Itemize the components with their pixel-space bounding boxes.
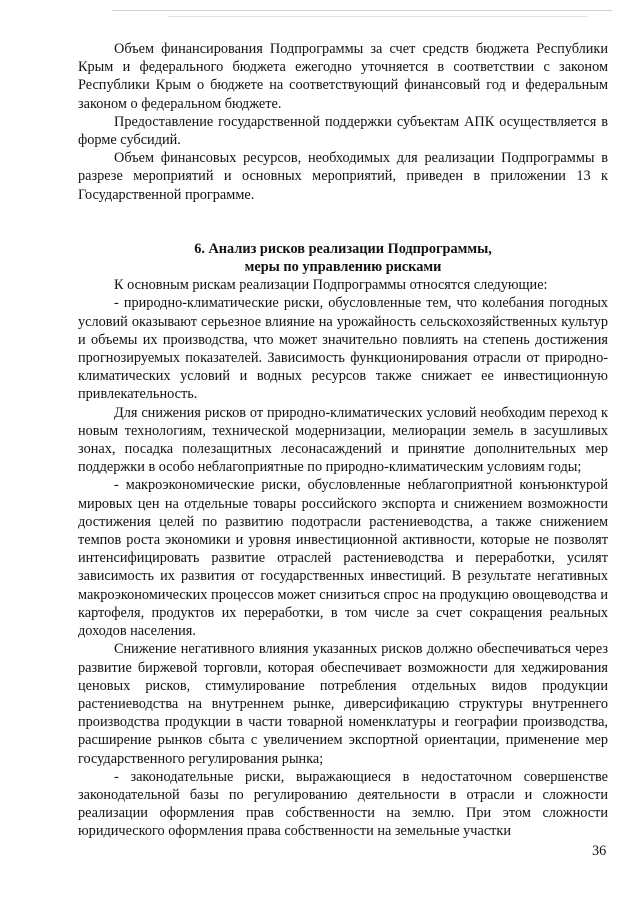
paragraph: К основным рискам реализации Подпрограммы относятся следующие: bbox=[114, 277, 548, 294]
paragraph: Для снижения рисков от природно-климатических условий необходим переход к новым технологиям, технической модернизации, мелиорации земель в засушливых зонах, посадка полезащитных лесонасаждений и принятие дополнительных мер поддержки в особо неблагоприятные по природно-климатическим условиям годы; bbox=[78, 404, 608, 476]
paragraph: - макроэкономические риски, обусловленные неблагоприятной конъюнктурой мировых цен на отдельные товары российского экспорта и снижением возможности достижения целей по развитию подотрасли растениеводства, а также снижением темпов роста экономики и уровня инвестиционной активности, которые не позволят интенсифицировать развитие отраслей растениеводства и переработки, усилят зависимость их развития от государственных инвестиций. В результате негативных макроэкономических процессов может снизиться спрос на продукцию овощеводства и картофеля, продуктов их переработки, в том числе за счет сокращения реальных доходов населения. bbox=[78, 477, 608, 640]
paragraph: Предоставление государственной поддержки субъектам АПК осуществляется в форме субсидий. bbox=[78, 113, 608, 149]
scan-edge-line bbox=[168, 16, 588, 17]
section-heading-line: меры по управлению рисками bbox=[244, 259, 442, 276]
paragraph: Объем финансирования Подпрограммы за счет средств бюджета Республики Крым и федерального бюджета ежегодно уточняется в соответствии с законом Республики Крым о бюджете на соответствующий финансовый год и федеральным законом о федеральном бюджете. bbox=[78, 41, 608, 112]
page-number: 36 bbox=[592, 843, 607, 859]
paragraph: Объем финансовых ресурсов, необходимых для реализации Подпрограммы в разрезе мероприятий и основных мероприятий, приведен в приложении 13 к Государственной программе. bbox=[78, 150, 608, 203]
paragraph: - законодательные риски, выражающиеся в недостаточном совершенстве законодательной базы по регулированию деятельности в отрасли и сложности реализации оформления прав собственности на землю. При этом сложности юридического оформления права собственности на земельные участки bbox=[78, 768, 608, 840]
paragraph: - природно-климатические риски, обусловленные тем, что колебания погодных условий оказывают серьезное влияние на урожайность сельскохозяйственных культур и объемы их производства, что может значительно повлиять на степень достижения прогнозируемых показателей. Зависимость функционирования отрасли от природно-климатических условий и водных ресурсов также снижает ее инвестиционную привлекательность. bbox=[78, 295, 608, 403]
section-heading-line: 6. Анализ рисков реализации Подпрограммы, bbox=[194, 240, 492, 257]
scan-edge-line bbox=[112, 10, 612, 11]
paragraph: Снижение негативного влияния указанных рисков должно обеспечиваться через развитие биржевой торговли, которая обеспечивает возможности для хеджирования ценовых рисков, стимулирование потребления отдельных видов продукции растениеводства на внутреннем рынке, диверсификацию структуры внутреннего производства продукции в части товарной номенклатуры и географии производства, расширение рынков сбыта с увеличением экспортной ориентации, применение мер государственного регулирования рынка; bbox=[78, 641, 608, 767]
section-heading bbox=[78, 240, 608, 276]
document-body bbox=[78, 40, 608, 841]
